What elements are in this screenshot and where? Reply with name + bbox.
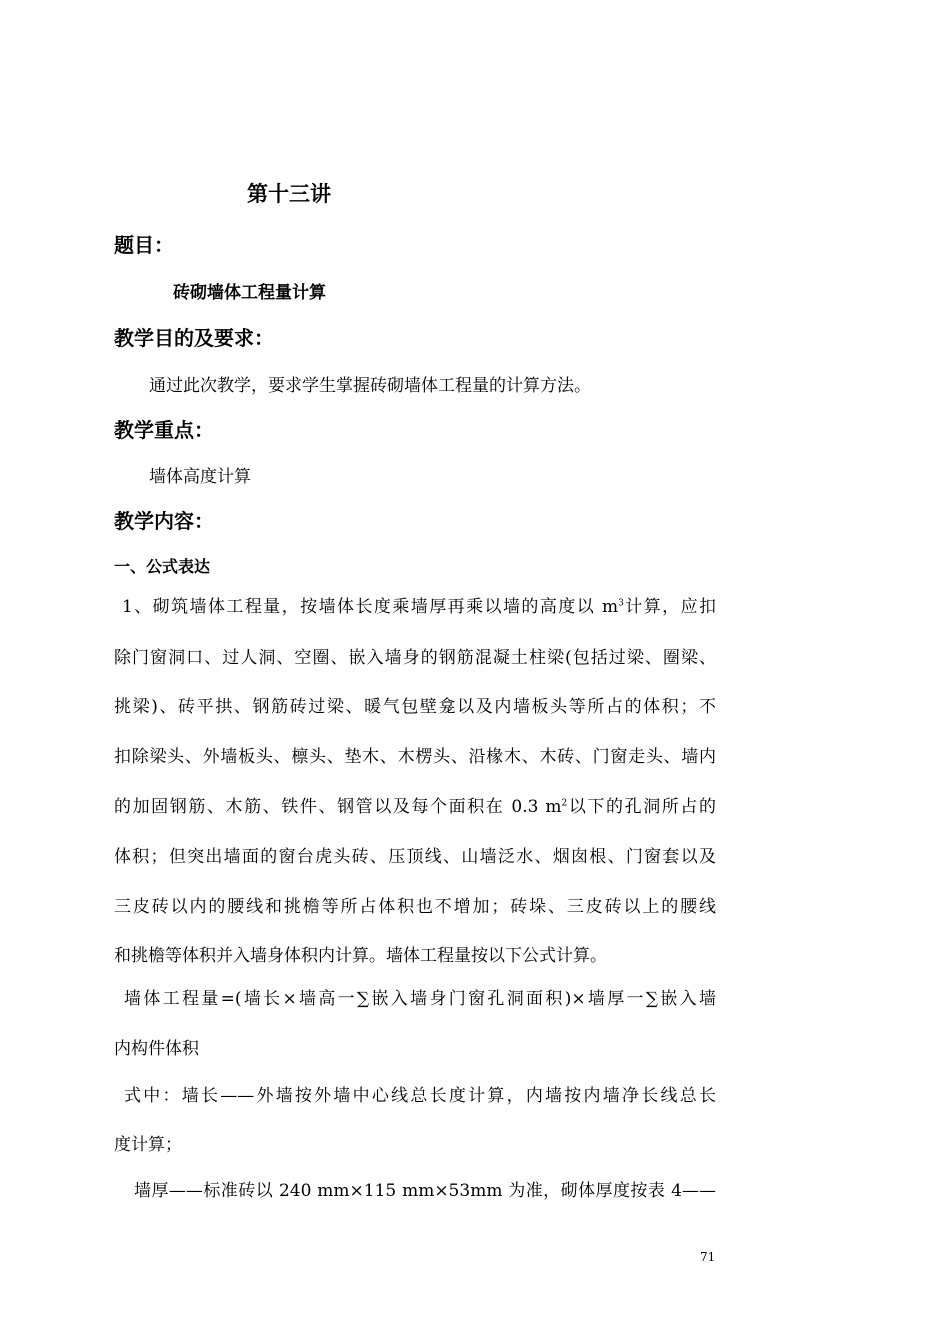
content-heading: 教学内容：: [114, 509, 214, 533]
paragraph-line: 体积；但突出墙面的窗台虎头砖、压顶线、山墙泛水、烟囱根、门窗套以及: [114, 847, 716, 867]
definition-line: 度计算；: [114, 1135, 182, 1155]
formula-line: 内构件体积: [114, 1039, 199, 1059]
goal-text: 通过此次教学，要求学生掌握砖砌墙体工程量的计算方法。: [149, 376, 591, 396]
paragraph-line: 扣除梁头、外墙板头、檩头、垫木、木楞头、沿椽木、木砖、门窗走头、墙内: [114, 747, 716, 767]
key-text: 墙体高度计算: [149, 467, 251, 487]
topic-heading: 题目：: [114, 233, 174, 257]
paragraph-line: 三皮砖以内的腰线和挑檐等所占体积也不增加；砖垛、三皮砖以上的腰线: [114, 897, 716, 917]
paragraph-line: 挑梁)、砖平拱、钢筋砖过梁、暖气包壁龛以及内墙板头等所占的体积；不: [114, 697, 716, 717]
formula-line: 墙体工程量=(墙长×墙高一∑嵌入墙身门窗孔洞面积)×墙厚一∑嵌入墙: [124, 989, 716, 1009]
topic-title: 砖砌墙体工程量计算: [173, 283, 326, 303]
lecture-title: 第十三讲: [247, 182, 331, 206]
paragraph-line: 的加固钢筋、木筋、铁件、钢管以及每个面积在 0.3 $m^2$以下的孔洞所占的: [114, 797, 717, 817]
page-number: 71: [700, 1250, 716, 1264]
paragraph-line: 和挑檐等体积并入墙身体积内计算。墙体工程量按以下公式计算。: [114, 946, 607, 966]
paragraph-line: 1、砌筑墙体工程量，按墙体长度乘墙厚再乘以墙的高度以 $m^3$计算，应扣: [122, 597, 717, 617]
section-1-heading: 一、公式表达: [114, 557, 211, 576]
definition-line: 式中：墙长——外墙按外墙中心线总长度计算，内墙按内墙净长线总长: [124, 1086, 716, 1106]
goal-heading: 教学目的及要求：: [114, 326, 274, 350]
key-heading: 教学重点：: [114, 418, 214, 442]
paragraph-line: 除门窗洞口、过人洞、空圈、嵌入墙身的钢筋混凝土柱梁(包括过梁、圈梁、: [114, 648, 716, 668]
definition-line: 墙厚——标准砖以 240 mm×115 mm×53mm 为准，砌体厚度按表 4——: [134, 1181, 716, 1201]
